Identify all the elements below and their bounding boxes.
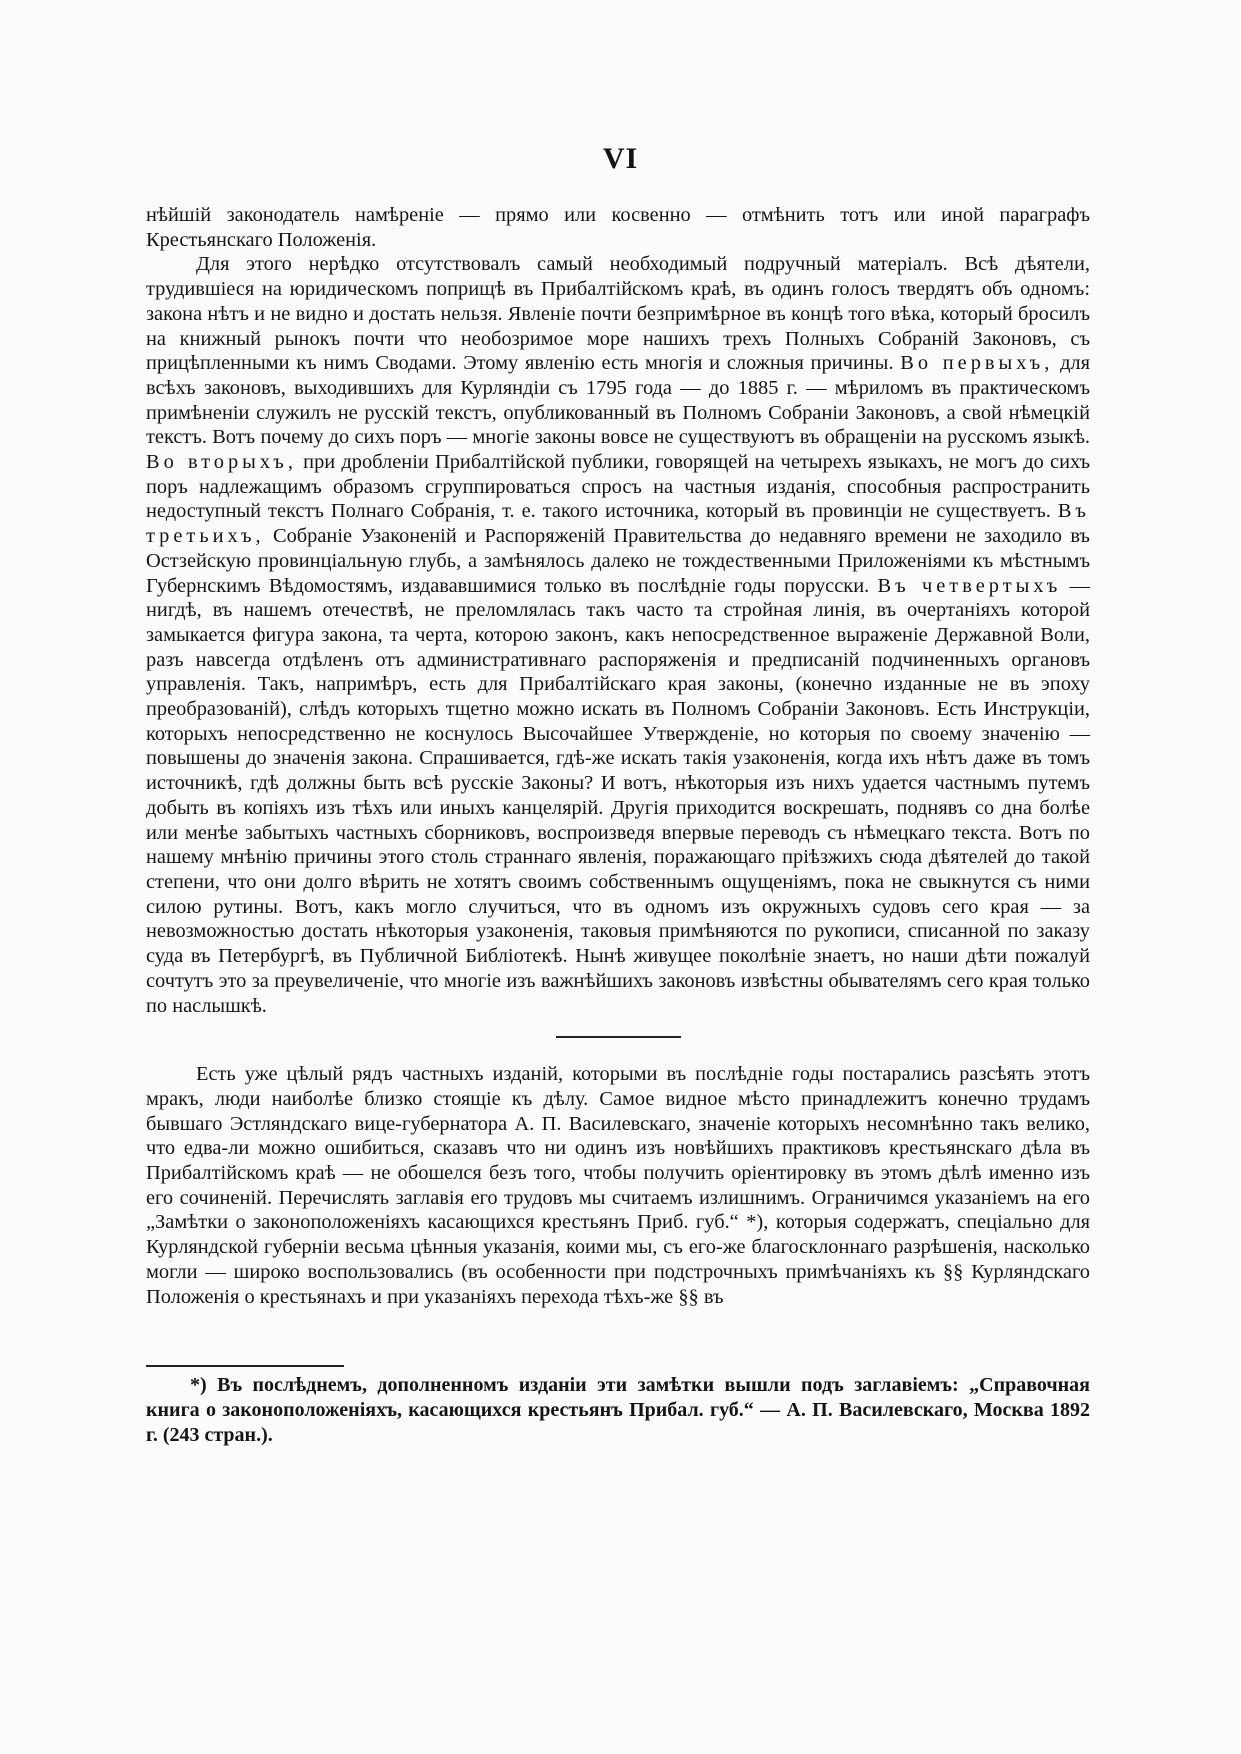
enumeration-fourth: Въ четвертыхъ (877, 574, 1062, 597)
enumeration-first: Во первыхъ, (900, 352, 1054, 375)
page-number: VI (602, 142, 639, 175)
paragraph-text: для всѣхъ законовъ, выходившихъ для Курляндiи съ 1795 года — до 1885 г. — мѣриломъ въ практическомъ примѣненiи служилъ не русскiй текстъ, опубликованный въ Полномъ Собранiи Законовъ, а свой нѣмецкiй текстъ. Вотъ почему до сихъ поръ — многiе законы вовсе не существуютъ въ обращенiи на русскомъ языкѣ. (146, 352, 1090, 449)
paragraph-text: при дробленiи Прибалтiйской публики, говорящей на четырехъ языкахъ, не могъ до сихъ поръ надлежащимъ образомъ сгруппироваться спросъ на частныя изданiя, способныя распространить недоступный текстъ Полнаго Собранiя, т. е. такого источника, который въ провинцiи не существуетъ. (146, 451, 1090, 523)
main-text (146, 203, 1090, 1309)
paragraph-private-editions: Есть уже цѣлый рядъ частныхъ изданiй, которыми въ послѣднiе годы постарались разсѣять этотъ мракъ, люди наиболѣе близко стоящiе къ дѣлу. Самое видное мѣсто принадлежитъ конечно трудамъ бывшаго Эстляндскаго вице-губернатора А. П. Василевскаго, значенiе которыхъ несомнѣнно такъ велико, что едва-ли можно ошибиться, сказавъ что ни одинъ изъ новѣйшихъ практиковъ крестьянскаго дѣла въ Прибалтiйскомъ краѣ — не обошелся безъ того, чтобы получить орiентировку въ этомъ дѣлѣ именно изъ его сочиненiй. Перечислять заглавiя его трудовъ мы считаемъ излишнимъ. Ограничимся указанiемъ на его „Замѣтки о законоположенiяхъ касающихся крестьянъ Приб. губ.“ *), которыя содержатъ, спецiально для Курляндской губернiи весьма цѣнныя указанiя, коими мы, съ его-же благосклоннаго разрѣшенiя, насколько могли — широко воспользовались (въ особенности при подстрочныхъ примѣчанiяхъ къ §§ Курляндскаго Положенiя о крестьянахъ и при указанiяхъ перехода тѣхъ-же §§ въ (146, 1063, 1090, 1308)
paragraph-text: Для этого нерѣдко отсутствовалъ самый необходимый подручный матерiалъ. Всѣ дѣятели, трудившiеся на юридическомъ поприщѣ въ Прибалтiйскомъ краѣ, въ одинъ голосъ твердятъ объ одномъ: закона нѣтъ и не видно и достать нельзя. Явленiе почти безпримѣрное въ концѣ того вѣка, который бросилъ на книжный рынокъ почти что необозримое море нашихъ трехъ Полныхъ Собранiй Законовъ, съ прицѣпленными къ нимъ Сводами. Этому явленiю есть многiя и сложныя причины. (146, 253, 1090, 375)
paragraph-text: — нигдѣ, въ нашемъ отечествѣ, не преломлялась такъ часто та стройная линiя, въ очертанiяхъ которой замыкается фигура закона, та черта, которою законъ, какъ непосредственное выраженiе Державной Воли, разъ навсегда отдѣленъ отъ административнаго распоряженiя и предписанiй подчиненныхъ органовъ управленiя. Такъ, напримѣръ, есть для Прибалтiйскаго края законы, (конечно изданные не въ эпоху преобразованiй), слѣдъ которыхъ тщетно можно искать въ Полномъ Собранiи Законовъ. Есть Инструкцiи, которыхъ непосредственно не коснулось Высочайшее Утвержденiе, но которыя по своему значенiю — повышены до значенiя закона. Спрашивается, гдѣ-же искать такiя узаконенiя, когда ихъ нѣтъ даже въ томъ источникѣ, гдѣ должны быть всѣ русскiе Законы? И вотъ, нѣкоторыя изъ нихъ удается частнымъ путемъ добыть въ копiяхъ изъ тѣхъ или иныхъ канцелярiй. Другiя приходится воскрешать, поднявъ со дна болѣе или менѣе забытыхъ частныхъ сборниковъ, воспроизведя впервые переводъ съ нѣмецкаго текста. Вотъ по нашему мнѣнiю причины этого столь страннаго явленiя, поражающаго прiѣзжихъ сюда дѣятелей до такой степени, что они долго вѣрить не хотятъ своимъ собственнымъ ощущенiямъ, пока не свыкнутся съ ними силою рутины. Вотъ, какъ могло случиться, что въ одномъ изъ окружныхъ судовъ сего края — за невозможностью достать нѣкоторыя узаконенiя, таковыя примѣняются по рукописи, списанной по заказу суда въ Петербургѣ, въ Публичной Библiотекѣ. Нынѣ живущее поколѣнiе знаетъ, но наши дѣти пожалуй сочтутъ это за преувеличенiе, что многiе изъ важнѣйшихъ законовъ извѣстны обывателямъ сего края только по наслышкѣ. (146, 574, 1090, 1017)
footnote-rule (146, 1365, 344, 1367)
enumeration-third: Въ третьихъ, (146, 500, 1090, 548)
paragraph-continuation: нѣйшiй законодатель намѣренiе — прямо или косвенно — отмѣнить тотъ или иной параграфъ Крестьянскаго Положенiя. (146, 204, 1090, 251)
paragraph-causes (146, 252, 1090, 1018)
section-separator (556, 1036, 681, 1038)
paragraph-text: Собранiе Узаконенiй и Распоряженiй Правительства до недавняго времени не заходило въ Остзейскую провинцiальную глубь, а замѣнялось далеко не тождественными Приложенiями къ мѣстнымъ Губернскимъ Вѣдомостямъ, издававшимися только въ послѣднiе годы порусски. (146, 525, 1090, 597)
footnote-text: *) Въ послѣднемъ, дополненномъ изданiи эти замѣтки вышли подъ заглавiемъ: „Справочная книга о законоположенiяхъ, касающихся крестьянъ Прибал. губ.“ — А. П. Василевскаго, Москва 1892 г. (243 стран.). (146, 1374, 1090, 1446)
footnote (146, 1373, 1090, 1448)
enumeration-second: Во вторыхъ, (146, 451, 297, 474)
